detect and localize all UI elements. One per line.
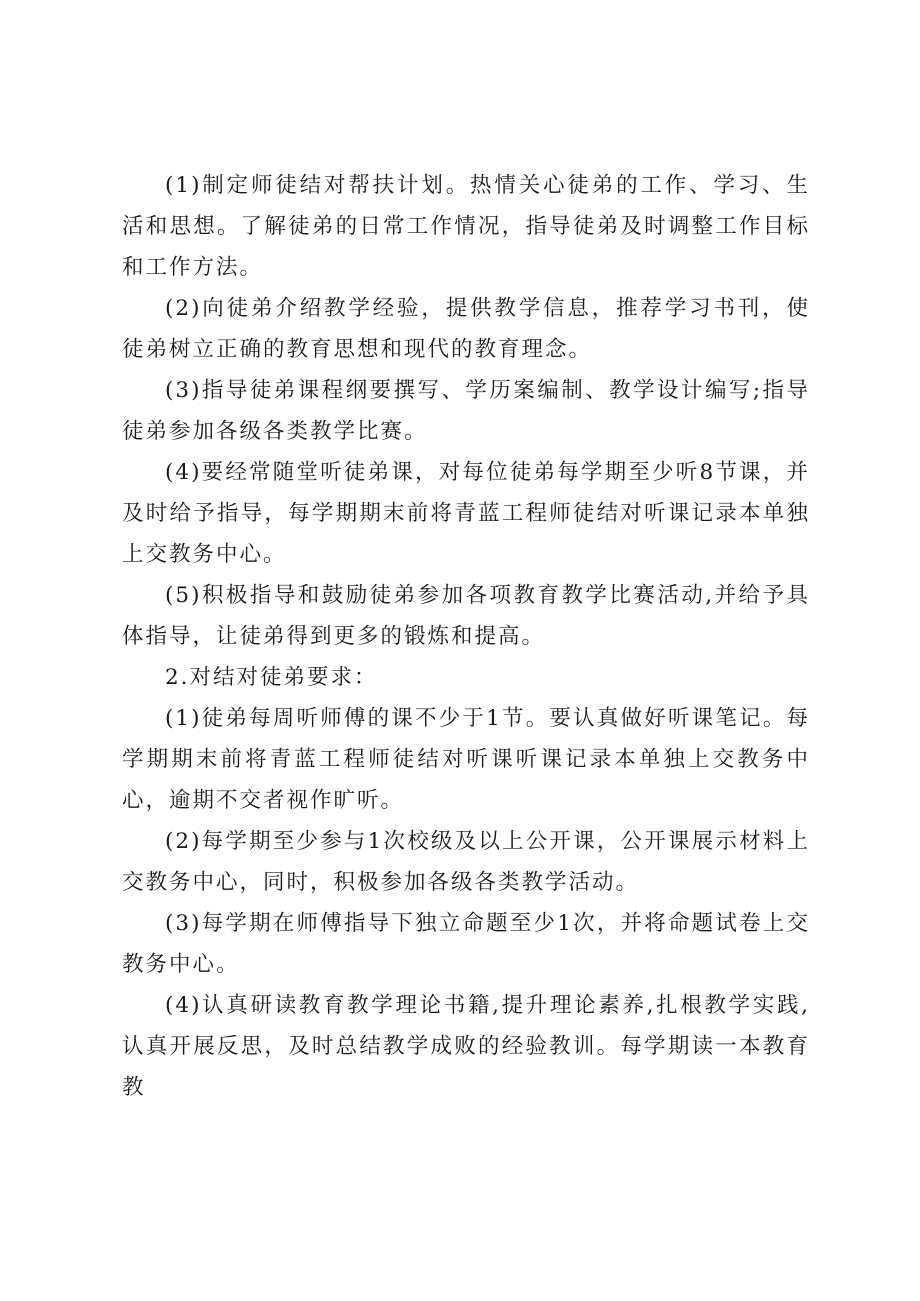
document-body [122, 165, 810, 1108]
paragraph-mentor-competition: (5)积极指导和鼓励徒弟参加各项教育教学比赛活动,并给予具体指导，让徒弟得到更多的锻炼和提高。 [122, 583, 810, 649]
paragraph-mentor-observation: (4)要经常随堂听徒弟课，对每位徒弟每学期至少听8节课，并及时给予指导，每学期期末前将青蓝工程师徒结对听课记录本单独上交教务中心。 [122, 460, 810, 567]
paragraph-apprentice-listening: (1)徒弟每周听师傅的课不少于1节。要认真做好听课笔记。每学期期末前将青蓝工程师徒结对听课听课记录本单独上交教务中心，逾期不交者视作旷听。 [122, 706, 810, 813]
section-heading-apprentice: 2.对结对徒弟要求： [165, 665, 378, 690]
paragraph-apprentice-exam: (3)每学期在师傅指导下独立命题至少1次，并将命题试卷上交教务中心。 [122, 911, 810, 977]
paragraph-apprentice-study: (4)认真研读教育教学理论书籍,提升理论素养,扎根教学实践,认真开展反思，及时总结教学成败的经验教训。每学期读一本教育教 [122, 993, 810, 1100]
paragraph-mentor-experience: (2)向徒弟介绍教学经验，提供教学信息，推荐学习书刊，使徒弟树立正确的教育思想和现代的教育理念。 [122, 296, 810, 362]
paragraph-mentor-guidance: (3)指导徒弟课程纲要撰写、学历案编制、教学设计编写;指导徒弟参加各级各类教学比赛。 [122, 378, 810, 444]
paragraph-apprentice-open-class: (2)每学期至少参与1次校级及以上公开课，公开课展示材料上交教务中心，同时，积极参加各级各类教学活动。 [122, 829, 810, 895]
paragraph-mentor-plan: (1)制定师徒结对帮扶计划。热情关心徒弟的工作、学习、生活和思想。了解徒弟的日常工作情况，指导徒弟及时调整工作目标和工作方法。 [122, 173, 810, 280]
